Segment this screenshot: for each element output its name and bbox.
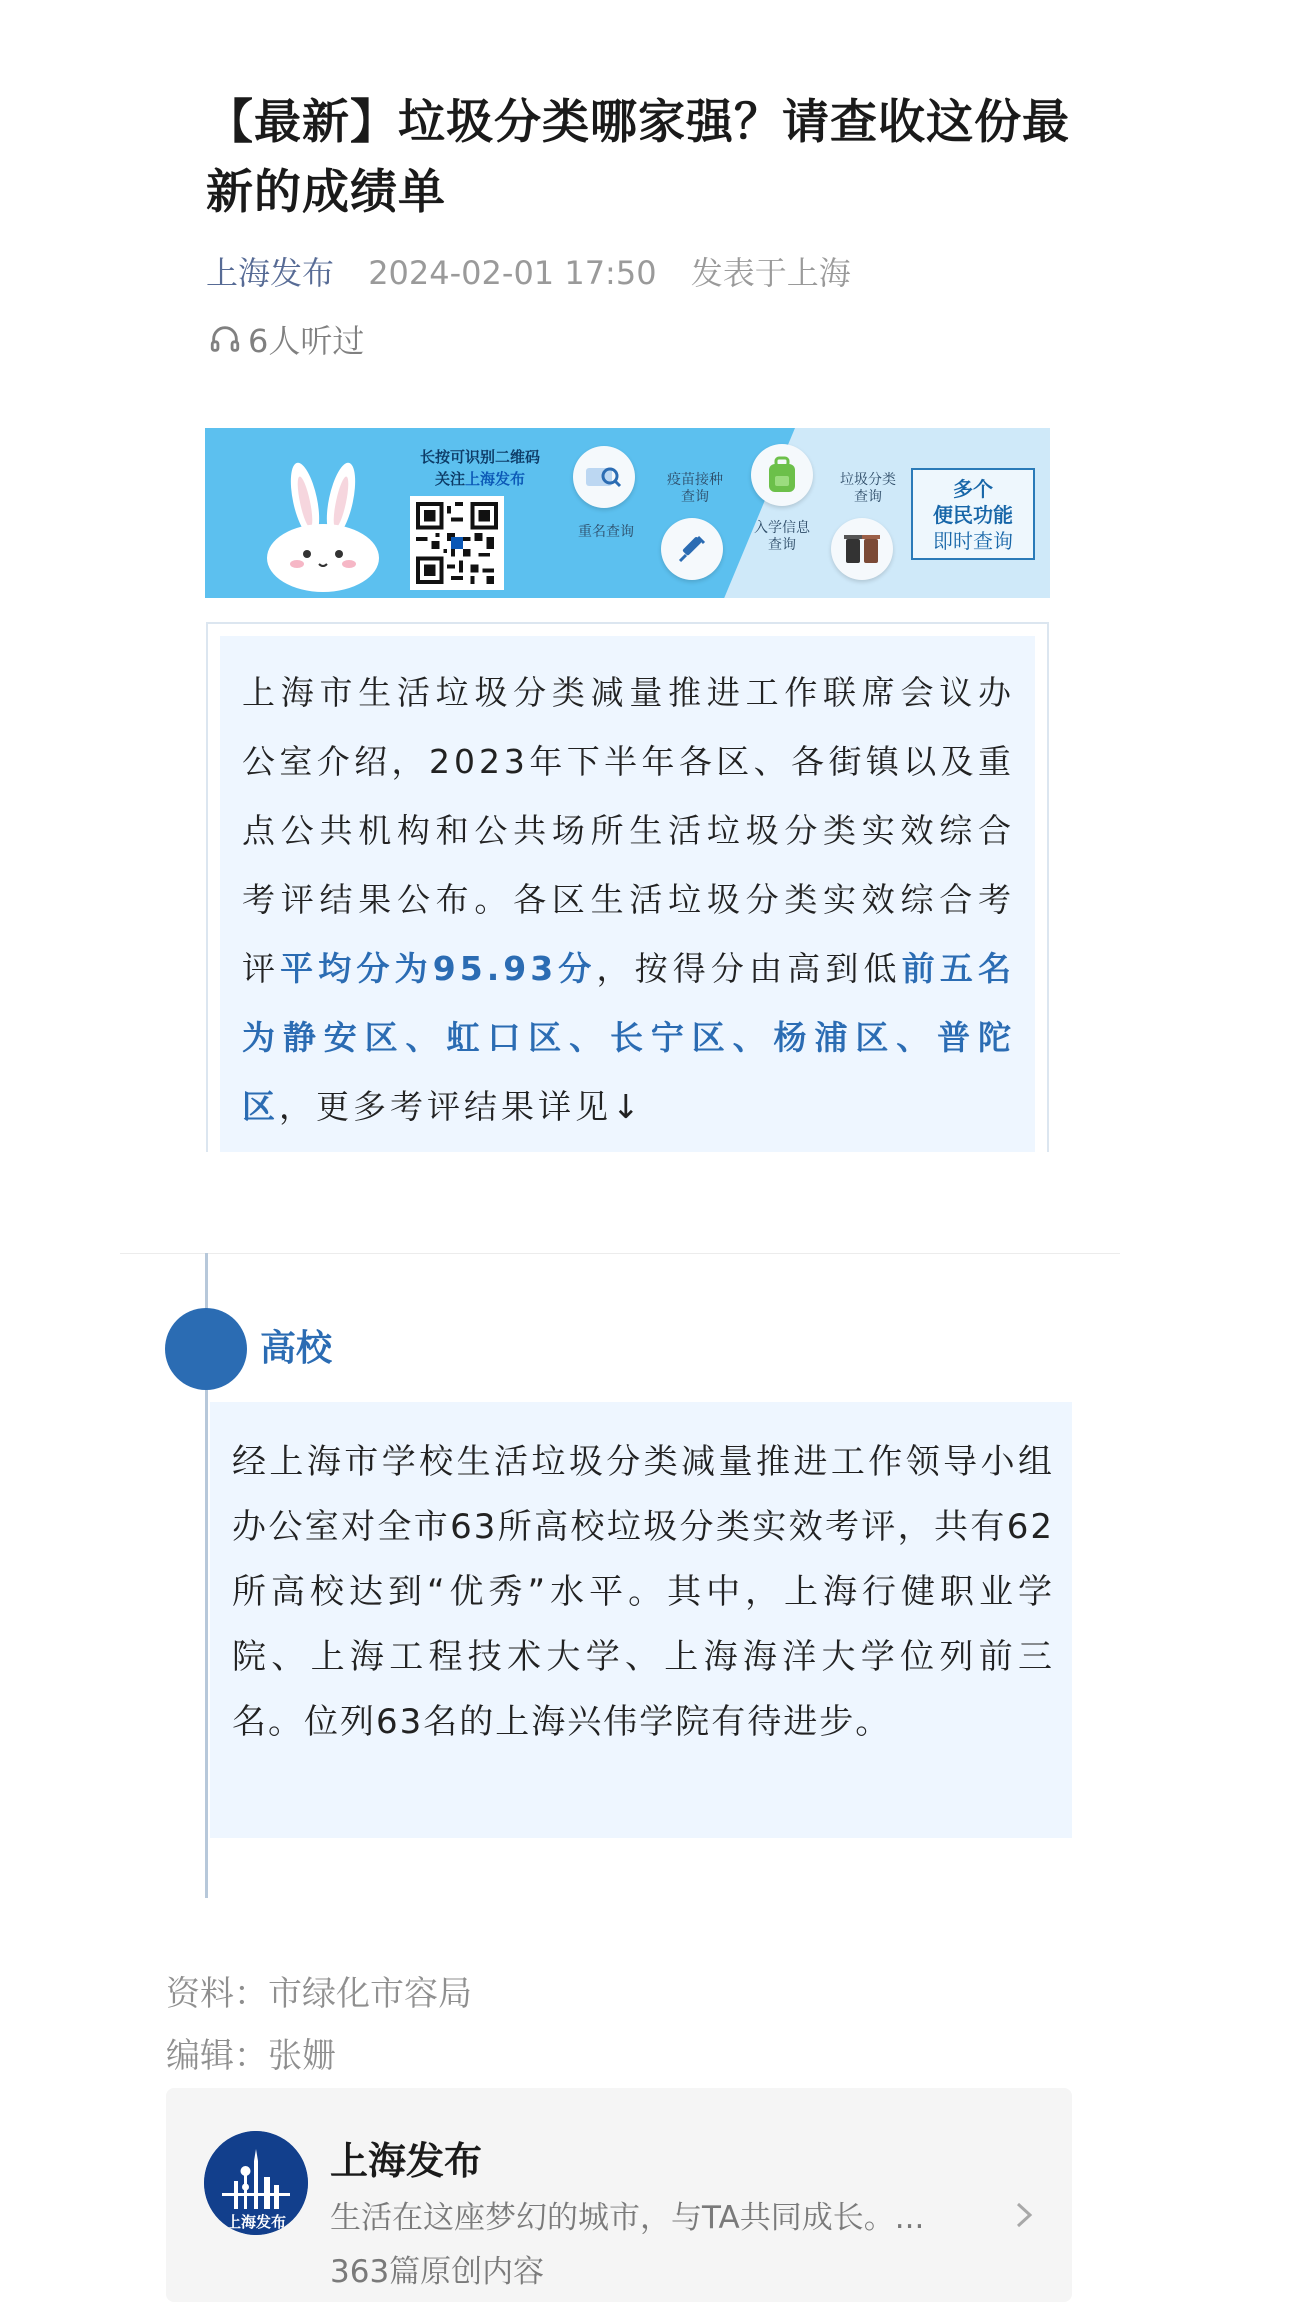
listen-count-label: 6人听过 xyxy=(248,322,365,360)
top-five-highlight: 前五名为静安区、虹口区、长宁区、杨浦区、普陀区 xyxy=(242,949,1016,1126)
vaccine-label: 疫苗接种 查询 xyxy=(667,472,723,505)
qr-code[interactable] xyxy=(410,496,504,590)
enrollment-button[interactable] xyxy=(751,444,813,506)
source-credit: 资料：市绿化市容局 xyxy=(166,1974,472,2014)
section-body: 经上海市学校生活垃圾分类减量推进工作领导小组办公室对全市63所高校垃圾分类实效考评，共有62所高校达到“优秀”水平。其中，上海行健职业学院、上海工程技术大学、上海海洋大学位列前三名。位列63名的上海兴伟学院有待进步。 xyxy=(210,1402,1072,1838)
id-card-search-icon xyxy=(584,462,624,492)
account-logo[interactable] xyxy=(204,2131,308,2235)
section-title: 高校 xyxy=(260,1328,333,1369)
service-banner[interactable] xyxy=(205,428,1050,598)
convenience-functions-box[interactable]: 多个 便民功能 即时查询 xyxy=(911,468,1035,560)
headphones-icon xyxy=(208,322,242,356)
publish-location: 发表于上海 xyxy=(690,254,851,292)
author-link[interactable]: 上海发布 xyxy=(206,254,335,292)
trash-bin-icon xyxy=(842,531,882,567)
account-article-count: 363篇原创内容 xyxy=(330,2254,545,2290)
timeline-dot xyxy=(165,1308,247,1390)
enrollment-label: 入学信息 查询 xyxy=(754,520,810,553)
average-score-highlight: 平均分为95.93分 xyxy=(280,949,597,988)
intro-paragraph: 上海市生活垃圾分类减量推进工作联席会议办公室介绍，2023年下半年各区、各街镇以及重点公共机构和公共场所生活垃圾分类实效综合考评结果公布。各区生活垃圾分类实效综合考评平均分为95.93分，按得分由高到低前五名为静安区、虹口区、长宁区、杨浦区、普陀区，更多考评结果详见↓ xyxy=(220,636,1035,1152)
bunny-mascot-icon xyxy=(263,462,383,592)
backpack-icon xyxy=(765,456,799,494)
garbage-sort-label: 垃圾分类 查询 xyxy=(840,472,896,505)
chevron-right-icon[interactable] xyxy=(1014,2200,1034,2230)
account-description: 生活在这座梦幻的城市，与TA共同成长。... xyxy=(330,2200,925,2236)
name-search-button[interactable] xyxy=(573,446,635,508)
qr-code-icon xyxy=(416,502,498,584)
name-search-label: 重名查询 xyxy=(578,524,634,540)
account-name: 上海发布 xyxy=(330,2139,483,2183)
qr-caption: 长按可识别二维码 关注上海发布 xyxy=(419,448,540,488)
section-divider xyxy=(120,1253,1120,1254)
editor-credit: 编辑：张姗 xyxy=(166,2036,336,2076)
vaccine-button[interactable] xyxy=(661,518,723,580)
syringe-icon xyxy=(674,531,710,567)
svg-text:上海发布: 上海发布 xyxy=(225,2213,287,2231)
article-title: 【最新】垃圾分类哪家强？请查收这份最新的成绩单 xyxy=(206,95,1070,220)
listen-count[interactable] xyxy=(208,316,364,362)
shanghai-skyline-logo-icon xyxy=(204,2131,308,2235)
garbage-sort-button[interactable] xyxy=(831,518,893,580)
account-card[interactable] xyxy=(166,2088,1072,2302)
article-meta xyxy=(206,248,851,294)
publish-date: 2024-02-01 17:50 xyxy=(368,254,657,292)
